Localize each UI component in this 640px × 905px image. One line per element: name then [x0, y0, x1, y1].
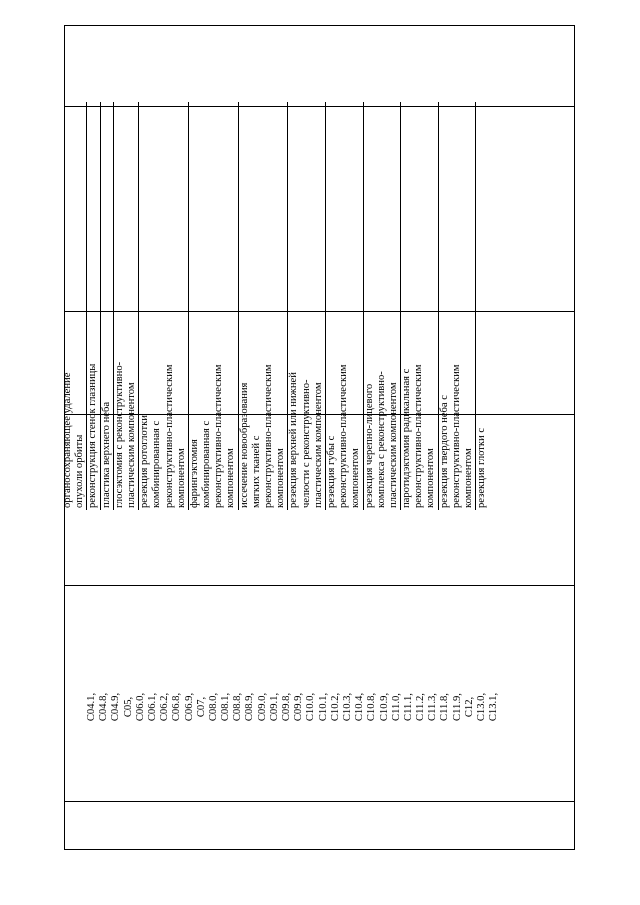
operation-text: резекция черепно-лицевого: [363, 383, 375, 508]
diagnosis-code: C11.0,: [390, 693, 402, 721]
diagnosis-code: C08.1,: [220, 692, 232, 722]
operation-text: резекция глотки с: [476, 427, 488, 508]
operation-text: резекция верхней или нижней: [288, 372, 300, 508]
operation-text: глосэктомия с реконструктивно-: [113, 361, 125, 508]
diagnosis-code: C07,: [195, 696, 207, 718]
operation-text: компонентом: [275, 102, 288, 510]
diagnosis-code: C08.8,: [232, 692, 244, 722]
operation-text: опухоли орбиты: [74, 102, 87, 510]
operation-text: резекция твердого неба с: [438, 395, 450, 508]
operation-text: реконструктивно-пластическим: [263, 364, 274, 508]
operation-text: челюсти с реконструктивно-: [300, 379, 312, 508]
diagnosis-code: C10.4,: [354, 692, 366, 722]
operation-text: реконструктивно-пластическим: [450, 364, 462, 508]
operation-text: реконструкция стенок глазницы: [87, 102, 100, 510]
operation-text: реконструктивно-пластическим: [413, 364, 425, 508]
operation-text: мягких тканей с: [250, 435, 262, 508]
operation-text: пластическим компонентом: [126, 102, 139, 510]
operation-text: компонентом: [225, 102, 238, 510]
diagnosis-code: C10.1,: [317, 692, 329, 722]
diagnosis-code: C08.0,: [207, 692, 219, 722]
operation-text: комбинированная с: [151, 420, 163, 508]
diagnosis-code: C10.8,: [366, 692, 378, 722]
operation-text: компонентом: [350, 102, 363, 510]
operation-text: реконструктивно-пластическим: [213, 364, 225, 508]
diagnosis-code: C10.9,: [378, 692, 390, 722]
operation-text: органосохраняющее удаление: [62, 372, 73, 508]
diagnosis-code: C06.8,: [171, 692, 183, 722]
diagnosis-code: C10.0,: [305, 692, 317, 722]
diagnosis-code: C11.2,: [415, 693, 427, 721]
operation-text: комплекса с реконструктивно-: [375, 371, 387, 508]
diagnosis-code: C12,: [463, 696, 475, 718]
diagnosis-code: C10.2,: [329, 692, 341, 722]
diagnosis-code: C04.1,: [86, 692, 97, 722]
diagnosis-code: C11.8,: [439, 693, 451, 721]
operation-text: компонентом: [463, 102, 476, 510]
diagnosis-code: C09.8,: [281, 692, 292, 722]
diagnosis-code: C09.0,: [256, 692, 268, 722]
diagnosis-code: C06.1,: [146, 692, 158, 722]
operation-text: комбинированная с: [201, 420, 213, 508]
diagnosis-code: C04.9,: [110, 692, 122, 722]
operation-text: реконструктивно-пластическим: [163, 364, 175, 508]
operation-text: резекция губы с: [325, 435, 337, 508]
diagnosis-code: C06.2,: [159, 692, 171, 722]
diagnosis-code: C06.0,: [134, 692, 146, 722]
operation-text: реконструктивно-пластическим: [338, 364, 350, 508]
diagnosis-code: C06.9,: [183, 692, 195, 722]
operation-text: компонентом: [425, 102, 438, 510]
diagnosis-code: C10.3,: [341, 692, 353, 722]
diagnosis-code: C11.1,: [402, 693, 414, 721]
operation-text: резекция ротоглотки: [139, 415, 151, 508]
diagnosis-code: C11.3,: [427, 693, 439, 721]
operation-text: фарингэктомия: [188, 439, 200, 508]
operation-text: пластика верхнего неба: [101, 102, 114, 510]
operation-text: компонентом: [176, 102, 189, 510]
operation-text: паротидэктомия радикальная с: [401, 368, 413, 508]
operation-text: иссечение новообразования: [238, 382, 250, 508]
diagnosis-code: C13.0,: [476, 692, 487, 722]
operations-column: [62, 102, 488, 510]
operation-text: пластическим компонентом: [388, 102, 401, 510]
diagnosis-code: C09.1,: [268, 692, 280, 722]
operation-text: пластическим компонентом: [313, 102, 326, 510]
diagnosis-code: C08.9,: [244, 692, 256, 722]
diagnosis-code: C04.8,: [98, 692, 110, 722]
diagnosis-codes-column: [86, 582, 500, 832]
diagnosis-code: C05,: [122, 696, 134, 718]
diagnosis-code: C11.9,: [451, 693, 463, 721]
diagnosis-code: C09.9,: [293, 692, 305, 722]
diagnosis-code: C13.1,: [488, 692, 500, 722]
